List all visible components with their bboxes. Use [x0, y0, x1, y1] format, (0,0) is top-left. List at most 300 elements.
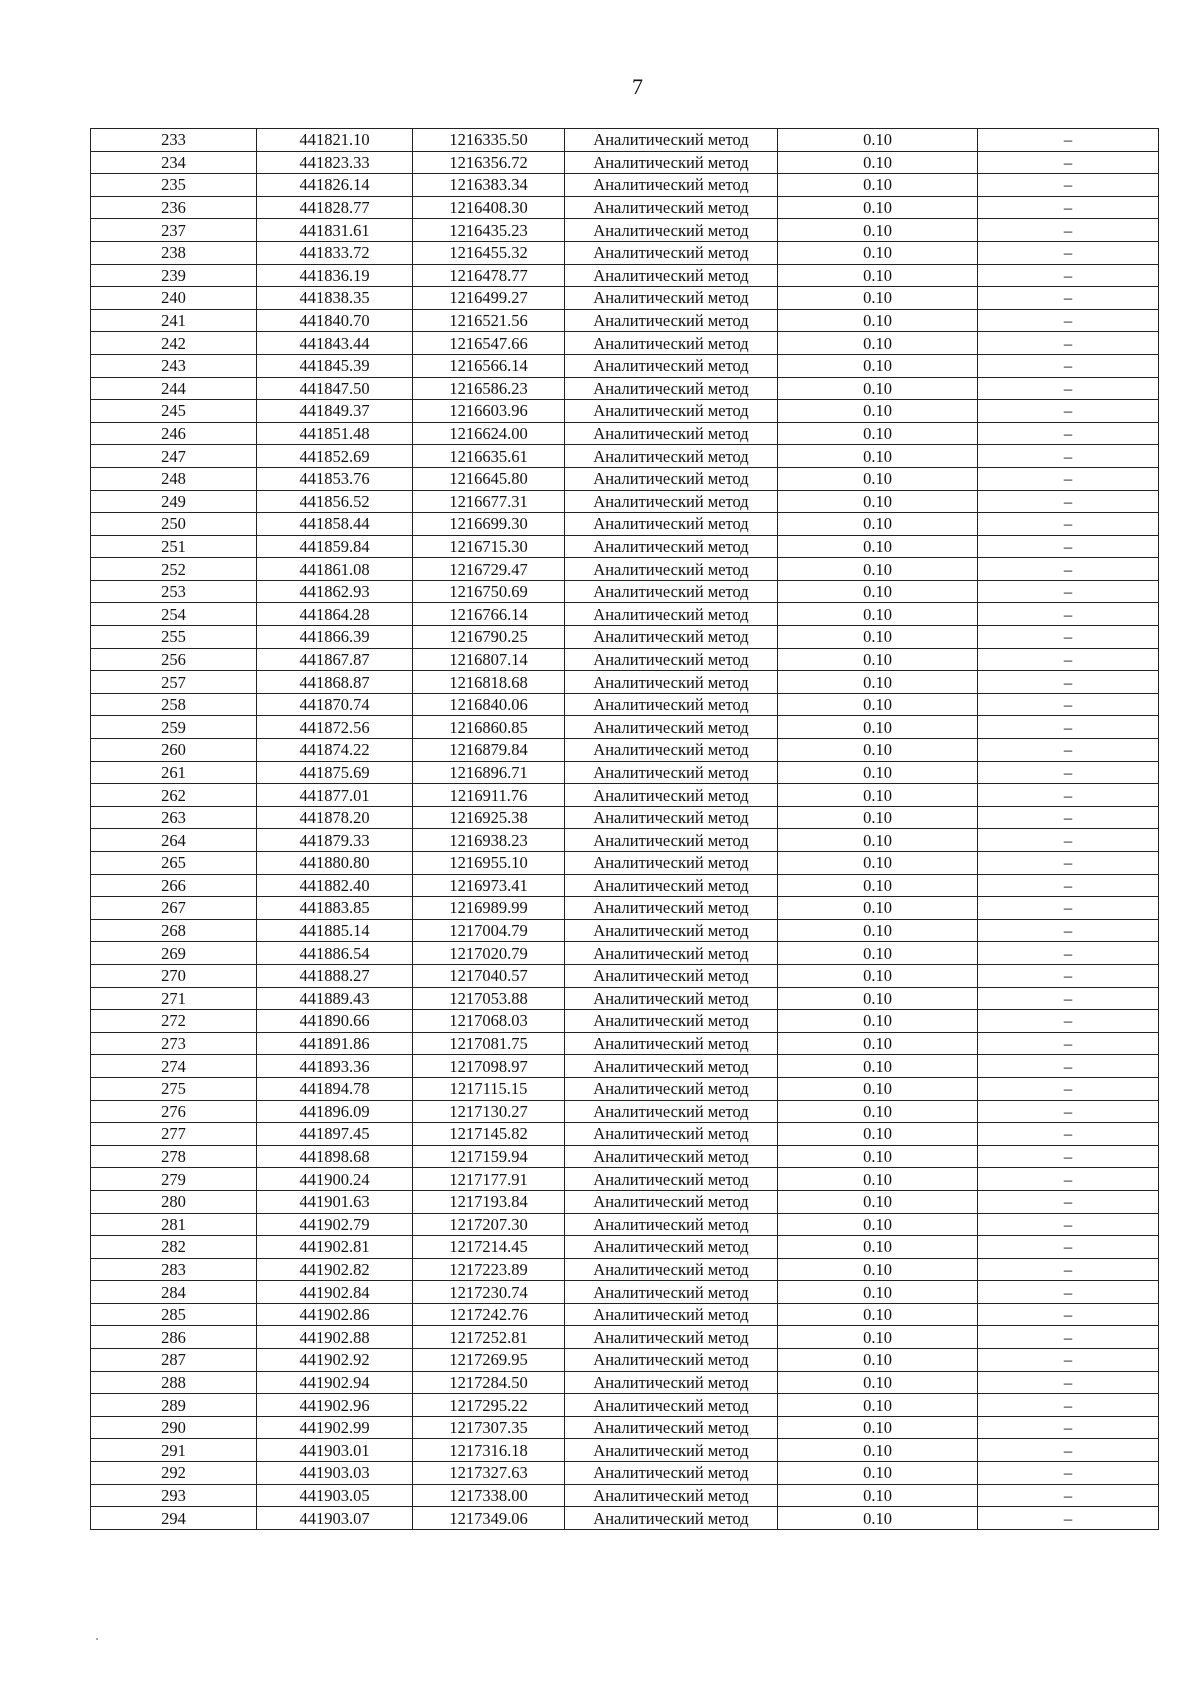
accuracy-cell: 0.10 — [778, 151, 978, 174]
y-coordinate-cell: 1217338.00 — [413, 1484, 565, 1507]
y-coordinate-cell: 1217269.95 — [413, 1349, 565, 1372]
table-row — [91, 1507, 1159, 1530]
point-number-cell: 291 — [91, 1439, 257, 1462]
note-cell: – — [978, 852, 1159, 875]
note-cell: – — [978, 219, 1159, 242]
point-number-cell: 277 — [91, 1123, 257, 1146]
table-row — [91, 129, 1159, 152]
point-number-cell: 275 — [91, 1077, 257, 1100]
y-coordinate-cell: 1216435.23 — [413, 219, 565, 242]
y-coordinate-cell: 1217193.84 — [413, 1190, 565, 1213]
x-coordinate-cell: 441862.93 — [257, 580, 413, 603]
table-row — [91, 174, 1159, 197]
y-coordinate-cell: 1217130.27 — [413, 1100, 565, 1123]
table-row — [91, 580, 1159, 603]
y-coordinate-cell: 1217177.91 — [413, 1168, 565, 1191]
x-coordinate-cell: 441891.86 — [257, 1032, 413, 1055]
accuracy-cell: 0.10 — [778, 1100, 978, 1123]
accuracy-cell: 0.10 — [778, 806, 978, 829]
table-row — [91, 1236, 1159, 1259]
y-coordinate-cell: 1217214.45 — [413, 1236, 565, 1259]
note-cell: – — [978, 1439, 1159, 1462]
x-coordinate-cell: 441903.01 — [257, 1439, 413, 1462]
method-cell: Аналитический метод — [565, 174, 778, 197]
accuracy-cell: 0.10 — [778, 1462, 978, 1485]
table-row — [91, 1416, 1159, 1439]
x-coordinate-cell: 441823.33 — [257, 151, 413, 174]
accuracy-cell: 0.10 — [778, 874, 978, 897]
note-cell: – — [978, 1123, 1159, 1146]
y-coordinate-cell: 1217081.75 — [413, 1032, 565, 1055]
note-cell: – — [978, 693, 1159, 716]
note-cell: – — [978, 1077, 1159, 1100]
x-coordinate-cell: 441866.39 — [257, 626, 413, 649]
accuracy-cell: 0.10 — [778, 219, 978, 242]
y-coordinate-cell: 1216499.27 — [413, 287, 565, 310]
table-row — [91, 829, 1159, 852]
point-number-cell: 240 — [91, 287, 257, 310]
x-coordinate-cell: 441885.14 — [257, 919, 413, 942]
table-row — [91, 671, 1159, 694]
point-number-cell: 261 — [91, 761, 257, 784]
accuracy-cell: 0.10 — [778, 309, 978, 332]
method-cell: Аналитический метод — [565, 264, 778, 287]
method-cell: Аналитический метод — [565, 1394, 778, 1417]
method-cell: Аналитический метод — [565, 1462, 778, 1485]
method-cell: Аналитический метод — [565, 739, 778, 762]
point-number-cell: 253 — [91, 580, 257, 603]
method-cell: Аналитический метод — [565, 1439, 778, 1462]
x-coordinate-cell: 441874.22 — [257, 739, 413, 762]
point-number-cell: 251 — [91, 535, 257, 558]
method-cell: Аналитический метод — [565, 129, 778, 152]
y-coordinate-cell: 1217242.76 — [413, 1303, 565, 1326]
table-row — [91, 897, 1159, 920]
note-cell: – — [978, 784, 1159, 807]
note-cell: – — [978, 874, 1159, 897]
y-coordinate-cell: 1216383.34 — [413, 174, 565, 197]
x-coordinate-cell: 441902.86 — [257, 1303, 413, 1326]
method-cell: Аналитический метод — [565, 919, 778, 942]
y-coordinate-cell: 1217316.18 — [413, 1439, 565, 1462]
point-number-cell: 258 — [91, 693, 257, 716]
table-row — [91, 513, 1159, 536]
point-number-cell: 257 — [91, 671, 257, 694]
accuracy-cell: 0.10 — [778, 987, 978, 1010]
method-cell: Аналитический метод — [565, 648, 778, 671]
table-row — [91, 332, 1159, 355]
point-number-cell: 263 — [91, 806, 257, 829]
accuracy-cell: 0.10 — [778, 671, 978, 694]
y-coordinate-cell: 1216938.23 — [413, 829, 565, 852]
method-cell: Аналитический метод — [565, 897, 778, 920]
method-cell: Аналитический метод — [565, 151, 778, 174]
note-cell: – — [978, 761, 1159, 784]
scan-speck — [96, 1638, 98, 1640]
note-cell: – — [978, 1258, 1159, 1281]
y-coordinate-cell: 1217230.74 — [413, 1281, 565, 1304]
method-cell: Аналитический метод — [565, 1258, 778, 1281]
y-coordinate-cell: 1217349.06 — [413, 1507, 565, 1530]
accuracy-cell: 0.10 — [778, 445, 978, 468]
accuracy-cell: 0.10 — [778, 490, 978, 513]
note-cell: – — [978, 942, 1159, 965]
method-cell: Аналитический метод — [565, 987, 778, 1010]
point-number-cell: 283 — [91, 1258, 257, 1281]
y-coordinate-cell: 1217295.22 — [413, 1394, 565, 1417]
x-coordinate-cell: 441894.78 — [257, 1077, 413, 1100]
accuracy-cell: 0.10 — [778, 897, 978, 920]
y-coordinate-cell: 1216645.80 — [413, 467, 565, 490]
table-row — [91, 987, 1159, 1010]
accuracy-cell: 0.10 — [778, 1349, 978, 1372]
note-cell: – — [978, 354, 1159, 377]
note-cell: – — [978, 739, 1159, 762]
accuracy-cell: 0.10 — [778, 332, 978, 355]
table-row — [91, 1281, 1159, 1304]
x-coordinate-cell: 441888.27 — [257, 964, 413, 987]
method-cell: Аналитический метод — [565, 513, 778, 536]
point-number-cell: 273 — [91, 1032, 257, 1055]
y-coordinate-cell: 1216478.77 — [413, 264, 565, 287]
note-cell: – — [978, 648, 1159, 671]
y-coordinate-cell: 1216766.14 — [413, 603, 565, 626]
method-cell: Аналитический метод — [565, 287, 778, 310]
table-row — [91, 1123, 1159, 1146]
accuracy-cell: 0.10 — [778, 1303, 978, 1326]
table-row — [91, 241, 1159, 264]
point-number-cell: 248 — [91, 467, 257, 490]
x-coordinate-cell: 441878.20 — [257, 806, 413, 829]
table-row — [91, 445, 1159, 468]
table-row — [91, 919, 1159, 942]
note-cell: – — [978, 806, 1159, 829]
note-cell: – — [978, 1281, 1159, 1304]
accuracy-cell: 0.10 — [778, 603, 978, 626]
point-number-cell: 260 — [91, 739, 257, 762]
point-number-cell: 252 — [91, 558, 257, 581]
note-cell: – — [978, 1326, 1159, 1349]
x-coordinate-cell: 441847.50 — [257, 377, 413, 400]
method-cell: Аналитический метод — [565, 1484, 778, 1507]
accuracy-cell: 0.10 — [778, 400, 978, 423]
x-coordinate-cell: 441858.44 — [257, 513, 413, 536]
x-coordinate-cell: 441859.84 — [257, 535, 413, 558]
page-number: 7 — [632, 74, 643, 99]
point-number-cell: 262 — [91, 784, 257, 807]
y-coordinate-cell: 1217053.88 — [413, 987, 565, 1010]
table-row — [91, 852, 1159, 875]
accuracy-cell: 0.10 — [778, 196, 978, 219]
x-coordinate-cell: 441864.28 — [257, 603, 413, 626]
x-coordinate-cell: 441833.72 — [257, 241, 413, 264]
note-cell: – — [978, 897, 1159, 920]
method-cell: Аналитический метод — [565, 761, 778, 784]
point-number-cell: 272 — [91, 1010, 257, 1033]
x-coordinate-cell: 441831.61 — [257, 219, 413, 242]
note-cell: – — [978, 377, 1159, 400]
note-cell: – — [978, 716, 1159, 739]
method-cell: Аналитический метод — [565, 1100, 778, 1123]
point-number-cell: 246 — [91, 422, 257, 445]
note-cell: – — [978, 1032, 1159, 1055]
y-coordinate-cell: 1217040.57 — [413, 964, 565, 987]
note-cell: – — [978, 987, 1159, 1010]
note-cell: – — [978, 964, 1159, 987]
y-coordinate-cell: 1216790.25 — [413, 626, 565, 649]
y-coordinate-cell: 1217252.81 — [413, 1326, 565, 1349]
accuracy-cell: 0.10 — [778, 1055, 978, 1078]
x-coordinate-cell: 441901.63 — [257, 1190, 413, 1213]
note-cell: – — [978, 1100, 1159, 1123]
accuracy-cell: 0.10 — [778, 716, 978, 739]
x-coordinate-cell: 441903.07 — [257, 1507, 413, 1530]
note-cell: – — [978, 1303, 1159, 1326]
point-number-cell: 287 — [91, 1349, 257, 1372]
x-coordinate-cell: 441836.19 — [257, 264, 413, 287]
accuracy-cell: 0.10 — [778, 264, 978, 287]
y-coordinate-cell: 1216955.10 — [413, 852, 565, 875]
point-number-cell: 269 — [91, 942, 257, 965]
table-row — [91, 716, 1159, 739]
y-coordinate-cell: 1216750.69 — [413, 580, 565, 603]
point-number-cell: 259 — [91, 716, 257, 739]
y-coordinate-cell: 1216896.71 — [413, 761, 565, 784]
accuracy-cell: 0.10 — [778, 241, 978, 264]
x-coordinate-cell: 441897.45 — [257, 1123, 413, 1146]
y-coordinate-cell: 1216715.30 — [413, 535, 565, 558]
y-coordinate-cell: 1216879.84 — [413, 739, 565, 762]
y-coordinate-cell: 1216586.23 — [413, 377, 565, 400]
method-cell: Аналитический метод — [565, 942, 778, 965]
accuracy-cell: 0.10 — [778, 1213, 978, 1236]
y-coordinate-cell: 1216335.50 — [413, 129, 565, 152]
y-coordinate-cell: 1217004.79 — [413, 919, 565, 942]
table-row — [91, 693, 1159, 716]
x-coordinate-cell: 441902.79 — [257, 1213, 413, 1236]
accuracy-cell: 0.10 — [778, 1416, 978, 1439]
y-coordinate-cell: 1216356.72 — [413, 151, 565, 174]
note-cell: – — [978, 241, 1159, 264]
method-cell: Аналитический метод — [565, 490, 778, 513]
point-number-cell: 242 — [91, 332, 257, 355]
point-number-cell: 244 — [91, 377, 257, 400]
accuracy-cell: 0.10 — [778, 535, 978, 558]
note-cell: – — [978, 535, 1159, 558]
note-cell: – — [978, 1190, 1159, 1213]
note-cell: – — [978, 919, 1159, 942]
note-cell: – — [978, 467, 1159, 490]
y-coordinate-cell: 1216989.99 — [413, 897, 565, 920]
y-coordinate-cell: 1216521.56 — [413, 309, 565, 332]
y-coordinate-cell: 1216925.38 — [413, 806, 565, 829]
note-cell: – — [978, 1145, 1159, 1168]
note-cell: – — [978, 1236, 1159, 1259]
point-number-cell: 282 — [91, 1236, 257, 1259]
y-coordinate-cell: 1217223.89 — [413, 1258, 565, 1281]
accuracy-cell: 0.10 — [778, 919, 978, 942]
accuracy-cell: 0.10 — [778, 1168, 978, 1191]
y-coordinate-cell: 1217145.82 — [413, 1123, 565, 1146]
method-cell: Аналитический метод — [565, 332, 778, 355]
method-cell: Аналитический метод — [565, 580, 778, 603]
table-row — [91, 1371, 1159, 1394]
x-coordinate-cell: 441877.01 — [257, 784, 413, 807]
y-coordinate-cell: 1216807.14 — [413, 648, 565, 671]
method-cell: Аналитический метод — [565, 535, 778, 558]
method-cell: Аналитический метод — [565, 1032, 778, 1055]
note-cell: – — [978, 1010, 1159, 1033]
table-row — [91, 1484, 1159, 1507]
note-cell: – — [978, 400, 1159, 423]
point-number-cell: 270 — [91, 964, 257, 987]
method-cell: Аналитический метод — [565, 1416, 778, 1439]
table-row — [91, 964, 1159, 987]
y-coordinate-cell: 1217098.97 — [413, 1055, 565, 1078]
table-row — [91, 354, 1159, 377]
table-row — [91, 806, 1159, 829]
y-coordinate-cell: 1216840.06 — [413, 693, 565, 716]
x-coordinate-cell: 441902.92 — [257, 1349, 413, 1372]
point-number-cell: 271 — [91, 987, 257, 1010]
accuracy-cell: 0.10 — [778, 1123, 978, 1146]
x-coordinate-cell: 441845.39 — [257, 354, 413, 377]
note-cell: – — [978, 829, 1159, 852]
x-coordinate-cell: 441902.88 — [257, 1326, 413, 1349]
accuracy-cell: 0.10 — [778, 1507, 978, 1530]
x-coordinate-cell: 441879.33 — [257, 829, 413, 852]
note-cell: – — [978, 287, 1159, 310]
table-row — [91, 490, 1159, 513]
point-number-cell: 254 — [91, 603, 257, 626]
x-coordinate-cell: 441875.69 — [257, 761, 413, 784]
point-number-cell: 265 — [91, 852, 257, 875]
point-number-cell: 286 — [91, 1326, 257, 1349]
method-cell: Аналитический метод — [565, 1055, 778, 1078]
x-coordinate-cell: 441828.77 — [257, 196, 413, 219]
note-cell: – — [978, 558, 1159, 581]
point-number-cell: 235 — [91, 174, 257, 197]
x-coordinate-cell: 441821.10 — [257, 129, 413, 152]
accuracy-cell: 0.10 — [778, 852, 978, 875]
accuracy-cell: 0.10 — [778, 1032, 978, 1055]
table-row — [91, 626, 1159, 649]
y-coordinate-cell: 1216860.85 — [413, 716, 565, 739]
point-number-cell: 239 — [91, 264, 257, 287]
point-number-cell: 266 — [91, 874, 257, 897]
x-coordinate-cell: 441883.85 — [257, 897, 413, 920]
y-coordinate-cell: 1216603.96 — [413, 400, 565, 423]
accuracy-cell: 0.10 — [778, 942, 978, 965]
table-row — [91, 151, 1159, 174]
accuracy-cell: 0.10 — [778, 513, 978, 536]
y-coordinate-cell: 1216818.68 — [413, 671, 565, 694]
note-cell: – — [978, 1484, 1159, 1507]
y-coordinate-cell: 1217159.94 — [413, 1145, 565, 1168]
table-row — [91, 400, 1159, 423]
method-cell: Аналитический метод — [565, 806, 778, 829]
method-cell: Аналитический метод — [565, 693, 778, 716]
y-coordinate-cell: 1216911.76 — [413, 784, 565, 807]
method-cell: Аналитический метод — [565, 1371, 778, 1394]
accuracy-cell: 0.10 — [778, 1394, 978, 1417]
x-coordinate-cell: 441902.82 — [257, 1258, 413, 1281]
note-cell: – — [978, 1055, 1159, 1078]
table-row — [91, 1258, 1159, 1281]
y-coordinate-cell: 1216635.61 — [413, 445, 565, 468]
x-coordinate-cell: 441898.68 — [257, 1145, 413, 1168]
note-cell: – — [978, 490, 1159, 513]
note-cell: – — [978, 513, 1159, 536]
point-number-cell: 268 — [91, 919, 257, 942]
point-number-cell: 289 — [91, 1394, 257, 1417]
point-number-cell: 281 — [91, 1213, 257, 1236]
table-row — [91, 1394, 1159, 1417]
table-row — [91, 1349, 1159, 1372]
note-cell: – — [978, 580, 1159, 603]
method-cell: Аналитический метод — [565, 1326, 778, 1349]
note-cell: – — [978, 1507, 1159, 1530]
y-coordinate-cell: 1217020.79 — [413, 942, 565, 965]
point-number-cell: 250 — [91, 513, 257, 536]
accuracy-cell: 0.10 — [778, 648, 978, 671]
method-cell: Аналитический метод — [565, 219, 778, 242]
y-coordinate-cell: 1216455.32 — [413, 241, 565, 264]
note-cell: – — [978, 1371, 1159, 1394]
table-row — [91, 648, 1159, 671]
point-number-cell: 233 — [91, 129, 257, 152]
accuracy-cell: 0.10 — [778, 1326, 978, 1349]
y-coordinate-cell: 1216547.66 — [413, 332, 565, 355]
x-coordinate-cell: 441856.52 — [257, 490, 413, 513]
y-coordinate-cell: 1216973.41 — [413, 874, 565, 897]
x-coordinate-cell: 441890.66 — [257, 1010, 413, 1033]
point-number-cell: 256 — [91, 648, 257, 671]
x-coordinate-cell: 441893.36 — [257, 1055, 413, 1078]
method-cell: Аналитический метод — [565, 467, 778, 490]
y-coordinate-cell: 1217068.03 — [413, 1010, 565, 1033]
table-row — [91, 1303, 1159, 1326]
table-row — [91, 1213, 1159, 1236]
point-number-cell: 236 — [91, 196, 257, 219]
accuracy-cell: 0.10 — [778, 287, 978, 310]
method-cell: Аналитический метод — [565, 964, 778, 987]
x-coordinate-cell: 441867.87 — [257, 648, 413, 671]
method-cell: Аналитический метод — [565, 784, 778, 807]
note-cell: – — [978, 151, 1159, 174]
note-cell: – — [978, 1213, 1159, 1236]
method-cell: Аналитический метод — [565, 400, 778, 423]
accuracy-cell: 0.10 — [778, 761, 978, 784]
table-row — [91, 1168, 1159, 1191]
x-coordinate-cell: 441852.69 — [257, 445, 413, 468]
table-row — [91, 196, 1159, 219]
x-coordinate-cell: 441872.56 — [257, 716, 413, 739]
table-row — [91, 377, 1159, 400]
method-cell: Аналитический метод — [565, 1190, 778, 1213]
point-number-cell: 292 — [91, 1462, 257, 1485]
point-number-cell: 278 — [91, 1145, 257, 1168]
x-coordinate-cell: 441882.40 — [257, 874, 413, 897]
method-cell: Аналитический метод — [565, 422, 778, 445]
table-row — [91, 603, 1159, 626]
x-coordinate-cell: 441853.76 — [257, 467, 413, 490]
method-cell: Аналитический метод — [565, 874, 778, 897]
accuracy-cell: 0.10 — [778, 1190, 978, 1213]
method-cell: Аналитический метод — [565, 1281, 778, 1304]
accuracy-cell: 0.10 — [778, 558, 978, 581]
x-coordinate-cell: 441902.96 — [257, 1394, 413, 1417]
